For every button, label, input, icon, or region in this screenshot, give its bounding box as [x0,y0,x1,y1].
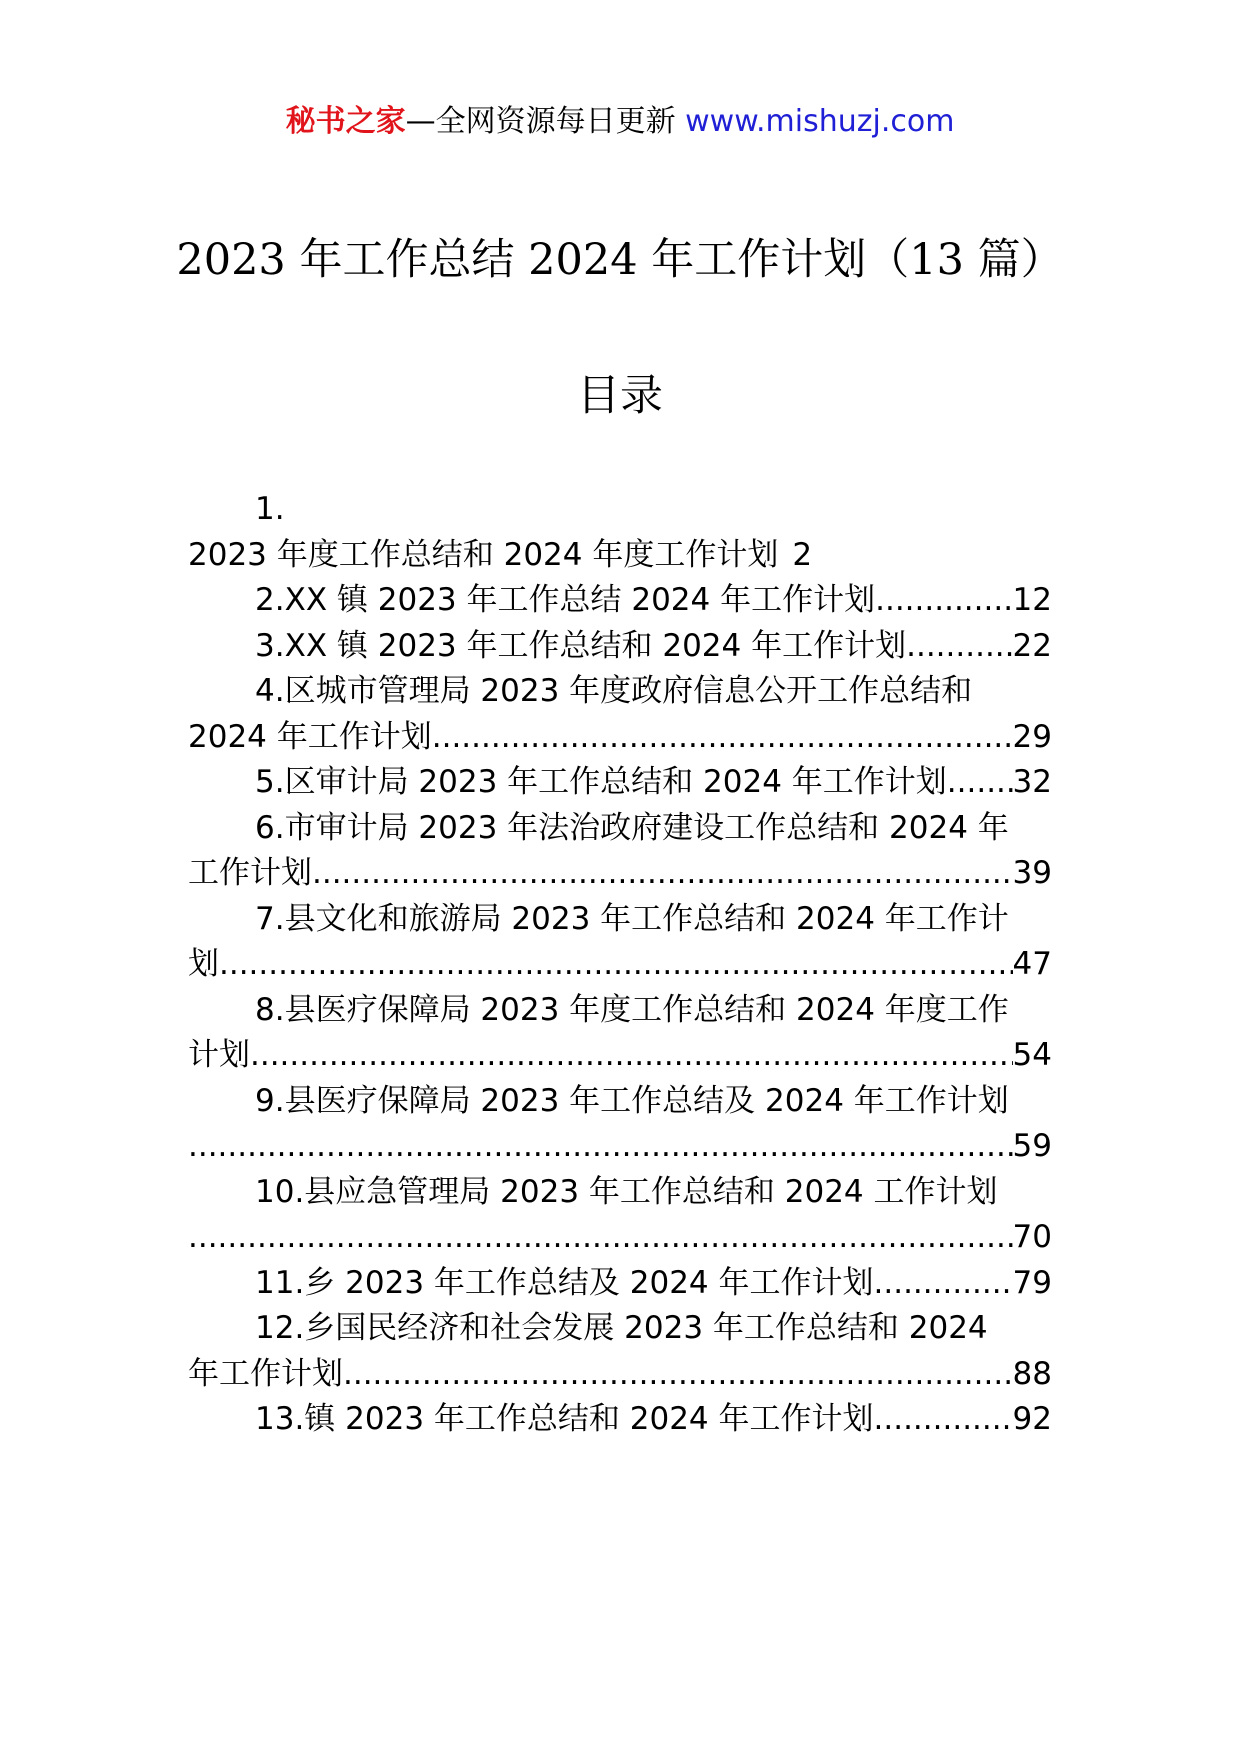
toc-leader [874,1261,1013,1307]
brand-name: 秘书之家 [285,104,406,139]
toc-entry-text: 2.XX 镇 2023 年工作总结 2024 年工作计划 [255,582,876,618]
toc-page-number: 12 [1012,582,1052,618]
toc-heading: 目录 [577,371,663,421]
toc-entry-text: 划 [188,946,219,982]
toc-page-number: 59 [1012,1128,1052,1164]
toc-entry-6-line-1[interactable] [188,806,1052,852]
toc-entry-text: 8.县医疗保障局 2023 年度工作总结和 2024 年度工作 [255,991,1009,1028]
toc-entry-text: 7.县文化和旅游局 2023 年工作总结和 2024 年工作计 [255,900,1009,937]
toc-entry-11[interactable] [188,1261,1052,1307]
toc-entry-1[interactable] [188,533,1052,579]
toc-leader [874,1397,1013,1443]
toc-page-number: 2 [792,536,813,573]
toc-page-number: 54 [1012,1037,1052,1073]
toc-entry-text: 2023 年度工作总结和 2024 年度工作计划 [188,536,779,573]
toc-page-number: 47 [1012,946,1052,982]
toc-entry-2[interactable] [188,578,1052,624]
toc-entry-text: 3.XX 镇 2023 年工作总结和 2024 年工作计划 [255,627,907,664]
toc-entry-8-line-2[interactable] [188,1033,1052,1079]
toc-entry-4-line-2[interactable] [188,715,1052,761]
table-of-contents [188,487,1052,1443]
toc-page-number: 92 [1012,1401,1052,1437]
toc-leader [250,1033,1013,1079]
toc-page-number: 79 [1012,1264,1052,1301]
toc-leader [343,1352,1013,1398]
toc-leader [875,578,1012,624]
banner-text: —全网资源每日更新 [405,104,686,139]
toc-leader [432,715,1013,761]
toc-leader [947,760,1013,806]
toc-entry-text: 9.县医疗保障局 2023 年工作总结及 2024 年工作计划 [255,1082,1009,1119]
toc-entry-4-line-1[interactable] [188,669,1052,715]
toc-entry-text: 4.区城市管理局 2023 年度政府信息公开工作总结和 [255,673,973,709]
toc-page-number: 29 [1012,718,1052,755]
toc-leader [312,851,1013,897]
toc-entry-9-line-2[interactable] [188,1124,1052,1170]
toc-entry-3[interactable] [188,624,1052,670]
toc-leader [906,624,1012,670]
toc-page-number: 88 [1012,1355,1052,1392]
toc-page-number: 70 [1012,1219,1052,1255]
toc-entry-text: 年工作计划 [188,1355,343,1392]
toc-entry-10-line-2[interactable] [188,1215,1052,1261]
toc-entry-text: 计划 [188,1037,250,1073]
toc-entry-text: 10.县应急管理局 2023 年工作总结和 2024 工作计划 [255,1173,998,1210]
toc-entry-10-line-1[interactable] [188,1170,1052,1216]
toc-leader [219,942,1013,988]
toc-entry-13[interactable] [188,1397,1052,1443]
toc-page-number: 32 [1012,764,1052,800]
toc-entry-text: 13.镇 2023 年工作总结和 2024 年工作计划 [255,1401,874,1437]
toc-entry-12-line-1[interactable] [188,1306,1052,1352]
site-banner [0,102,1240,142]
toc-page-number: 22 [1012,627,1052,664]
document-title: 2023 年工作总结 2024 年工作计划（13 篇） [176,235,1064,285]
toc-entry-8-line-1[interactable] [188,988,1052,1034]
toc-entry-12-line-2[interactable] [188,1352,1052,1398]
toc-entry-text: 5.区审计局 2023 年工作总结和 2024 年工作计划 [255,764,947,800]
toc-entry-1-number-line[interactable] [188,487,1052,533]
toc-entry-text: 12.乡国民经济和社会发展 2023 年工作总结和 2024 [255,1310,988,1346]
toc-entry-5[interactable] [188,760,1052,806]
toc-entry-text: 6.市审计局 2023 年法治政府建设工作总结和 2024 年 [255,809,1009,846]
site-url-link[interactable]: www.mishuzj.com [685,104,955,139]
toc-leader [188,1215,1013,1261]
toc-page-number: 39 [1012,855,1052,891]
toc-entry-text: 工作计划 [188,855,312,891]
toc-leader [188,1124,1013,1170]
toc-entry-text: 2024 年工作计划 [188,718,432,755]
toc-entry-number: 1. [255,491,285,527]
toc-entry-text: 11.乡 2023 年工作总结及 2024 年工作计划 [255,1264,874,1301]
toc-entry-6-line-2[interactable] [188,851,1052,897]
toc-entry-9-line-1[interactable] [188,1079,1052,1125]
toc-entry-7-line-1[interactable] [188,897,1052,943]
toc-entry-7-line-2[interactable] [188,942,1052,988]
